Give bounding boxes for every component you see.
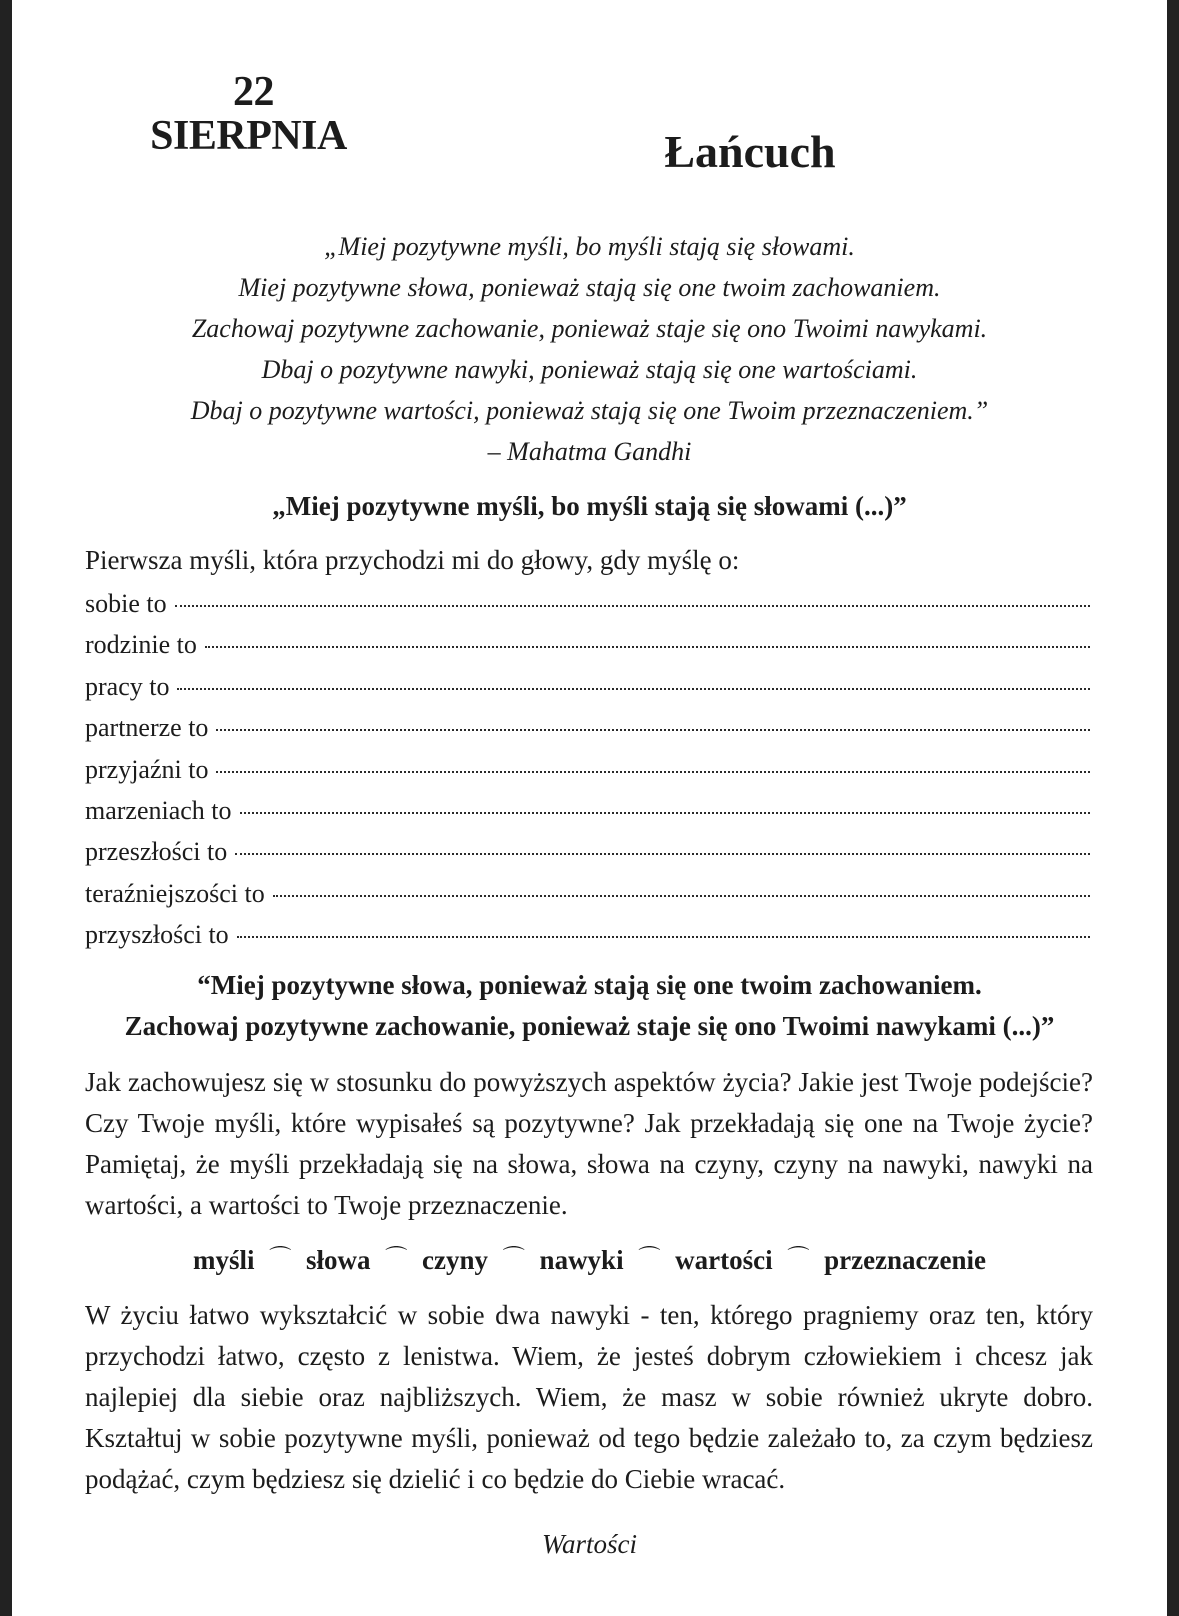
fill-in-row [85,583,1090,624]
page-edge-left [0,0,12,1616]
fill-in-row [85,707,1090,748]
chain-step: słowa [306,1245,371,1275]
fill-in-label: sobie to [85,589,167,618]
quote-line: Dbaj o pozytywne nawyki, ponieważ stają się one wartościami. [261,355,918,384]
chain-arrow-icon: ⌒ [269,1245,292,1270]
fill-in-row [85,749,1090,790]
fill-in-label: pracy to [85,671,170,701]
date-day: 22 [233,69,274,115]
date-month: SIERPNIA [150,113,347,159]
page-title: Łańcuch [664,126,836,177]
quote-author: – Mahatma Gandhi [487,437,692,466]
fill-in-label: przeszłości to [85,837,228,867]
chain-step: przeznaczenie [824,1245,987,1275]
section2-paragraph: Jak zachowujesz się w stosunku do powyższych aspektów życia? Jakie jest Twoje podejście? Czy Twoje myśli, które wypisałeś są pozytywne? Jak przekładają się one na Twoje życie? Pamiętaj, że myśli przekładają się na słowa, słowa na czyny, czyny na nawyki, nawyki na wartości, a wartości to Twoje przeznaczenie. [85,1067,1093,1220]
chain-step: czyny [422,1245,489,1275]
fill-in-row [85,624,1090,665]
dotted-answer-line[interactable] [205,644,1090,648]
chain-arrow-icon: ⌒ [638,1245,661,1270]
chain-arrow-icon: ⌒ [385,1245,408,1270]
chain-step: myśli [192,1245,255,1275]
quote-line: Miej pozytywne słowa, ponieważ stają się one twoim zachowaniem. [238,273,941,302]
page-edge-right [1167,0,1179,1616]
dotted-answer-line[interactable] [216,727,1090,731]
dotted-answer-line[interactable] [175,603,1090,607]
fill-in-row [85,790,1090,831]
fill-in-row [85,831,1090,872]
dotted-answer-line[interactable] [273,893,1090,897]
running-footer: Wartości [541,1529,637,1559]
fill-in-label: teraźniejszości to [85,878,265,908]
quote-line: Dbaj o pozytywne wartości, ponieważ stają się one Twoim przeznaczeniem.” [190,396,989,425]
dotted-answer-line[interactable] [235,851,1090,855]
epigraph-quote [100,226,1079,472]
section1-heading: „Miej pozytywne myśli, bo myśli stają się słowami (...)” [272,491,907,521]
date-heading [136,70,361,158]
fill-in-label: rodzinie to [85,630,197,660]
closing-paragraph: W życiu łatwo wykształcić w sobie dwa nawyki - ten, którego pragniemy oraz ten, który przychodzi łatwo, często z lenistwa. Wiem, że jesteś dobrym człowiekiem i chcesz jak najlepiej dla siebie oraz najbliższych. Wiem, że masz w sobie również ukryte dobro. Kształtuj w sobie pozytywne myśli, ponieważ od tego będzie zależało to, za czym będziesz podążać, czym będziesz się dzielić i co będzie do Ciebie wracać. [85,1300,1093,1494]
dotted-answer-line[interactable] [177,686,1090,690]
habit-chain [80,1240,1099,1282]
fill-in-label: przyjaźni to [85,754,209,784]
chain-arrow-icon: ⌒ [787,1245,810,1270]
section2-heading-line: Zachowaj pozytywne zachowanie, ponieważ staje się ono Twoimi nawykami (...)” [124,1011,1055,1041]
chain-step: nawyki [539,1245,624,1275]
section2-heading [80,965,1099,1047]
dotted-answer-line[interactable] [216,769,1090,773]
fill-in-row [85,666,1090,707]
fill-in-label: partnerze to [85,713,209,743]
dotted-answer-line[interactable] [237,934,1090,938]
fill-in-label: przyszłości to [85,920,229,950]
section2-heading-line: “Miej pozytywne słowa, ponieważ stają się one twoim zachowaniem. [197,970,982,1000]
fill-in-row [85,873,1090,914]
fill-in-label: marzeniach to [85,795,232,825]
fill-in-list [85,583,1090,956]
quote-line: Zachowaj pozytywne zachowanie, ponieważ staje się ono Twoimi nawykami. [191,314,988,343]
chain-arrow-icon: ⌒ [502,1245,525,1270]
chain-step: wartości [675,1245,773,1275]
section1-intro: Pierwsza myśli, która przychodzi mi do głowy, gdy myślę o: [85,545,740,575]
dotted-answer-line[interactable] [240,810,1090,814]
fill-in-row [85,914,1090,955]
quote-line: „Miej pozytywne myśli, bo myśli stają się słowami. [324,232,855,261]
